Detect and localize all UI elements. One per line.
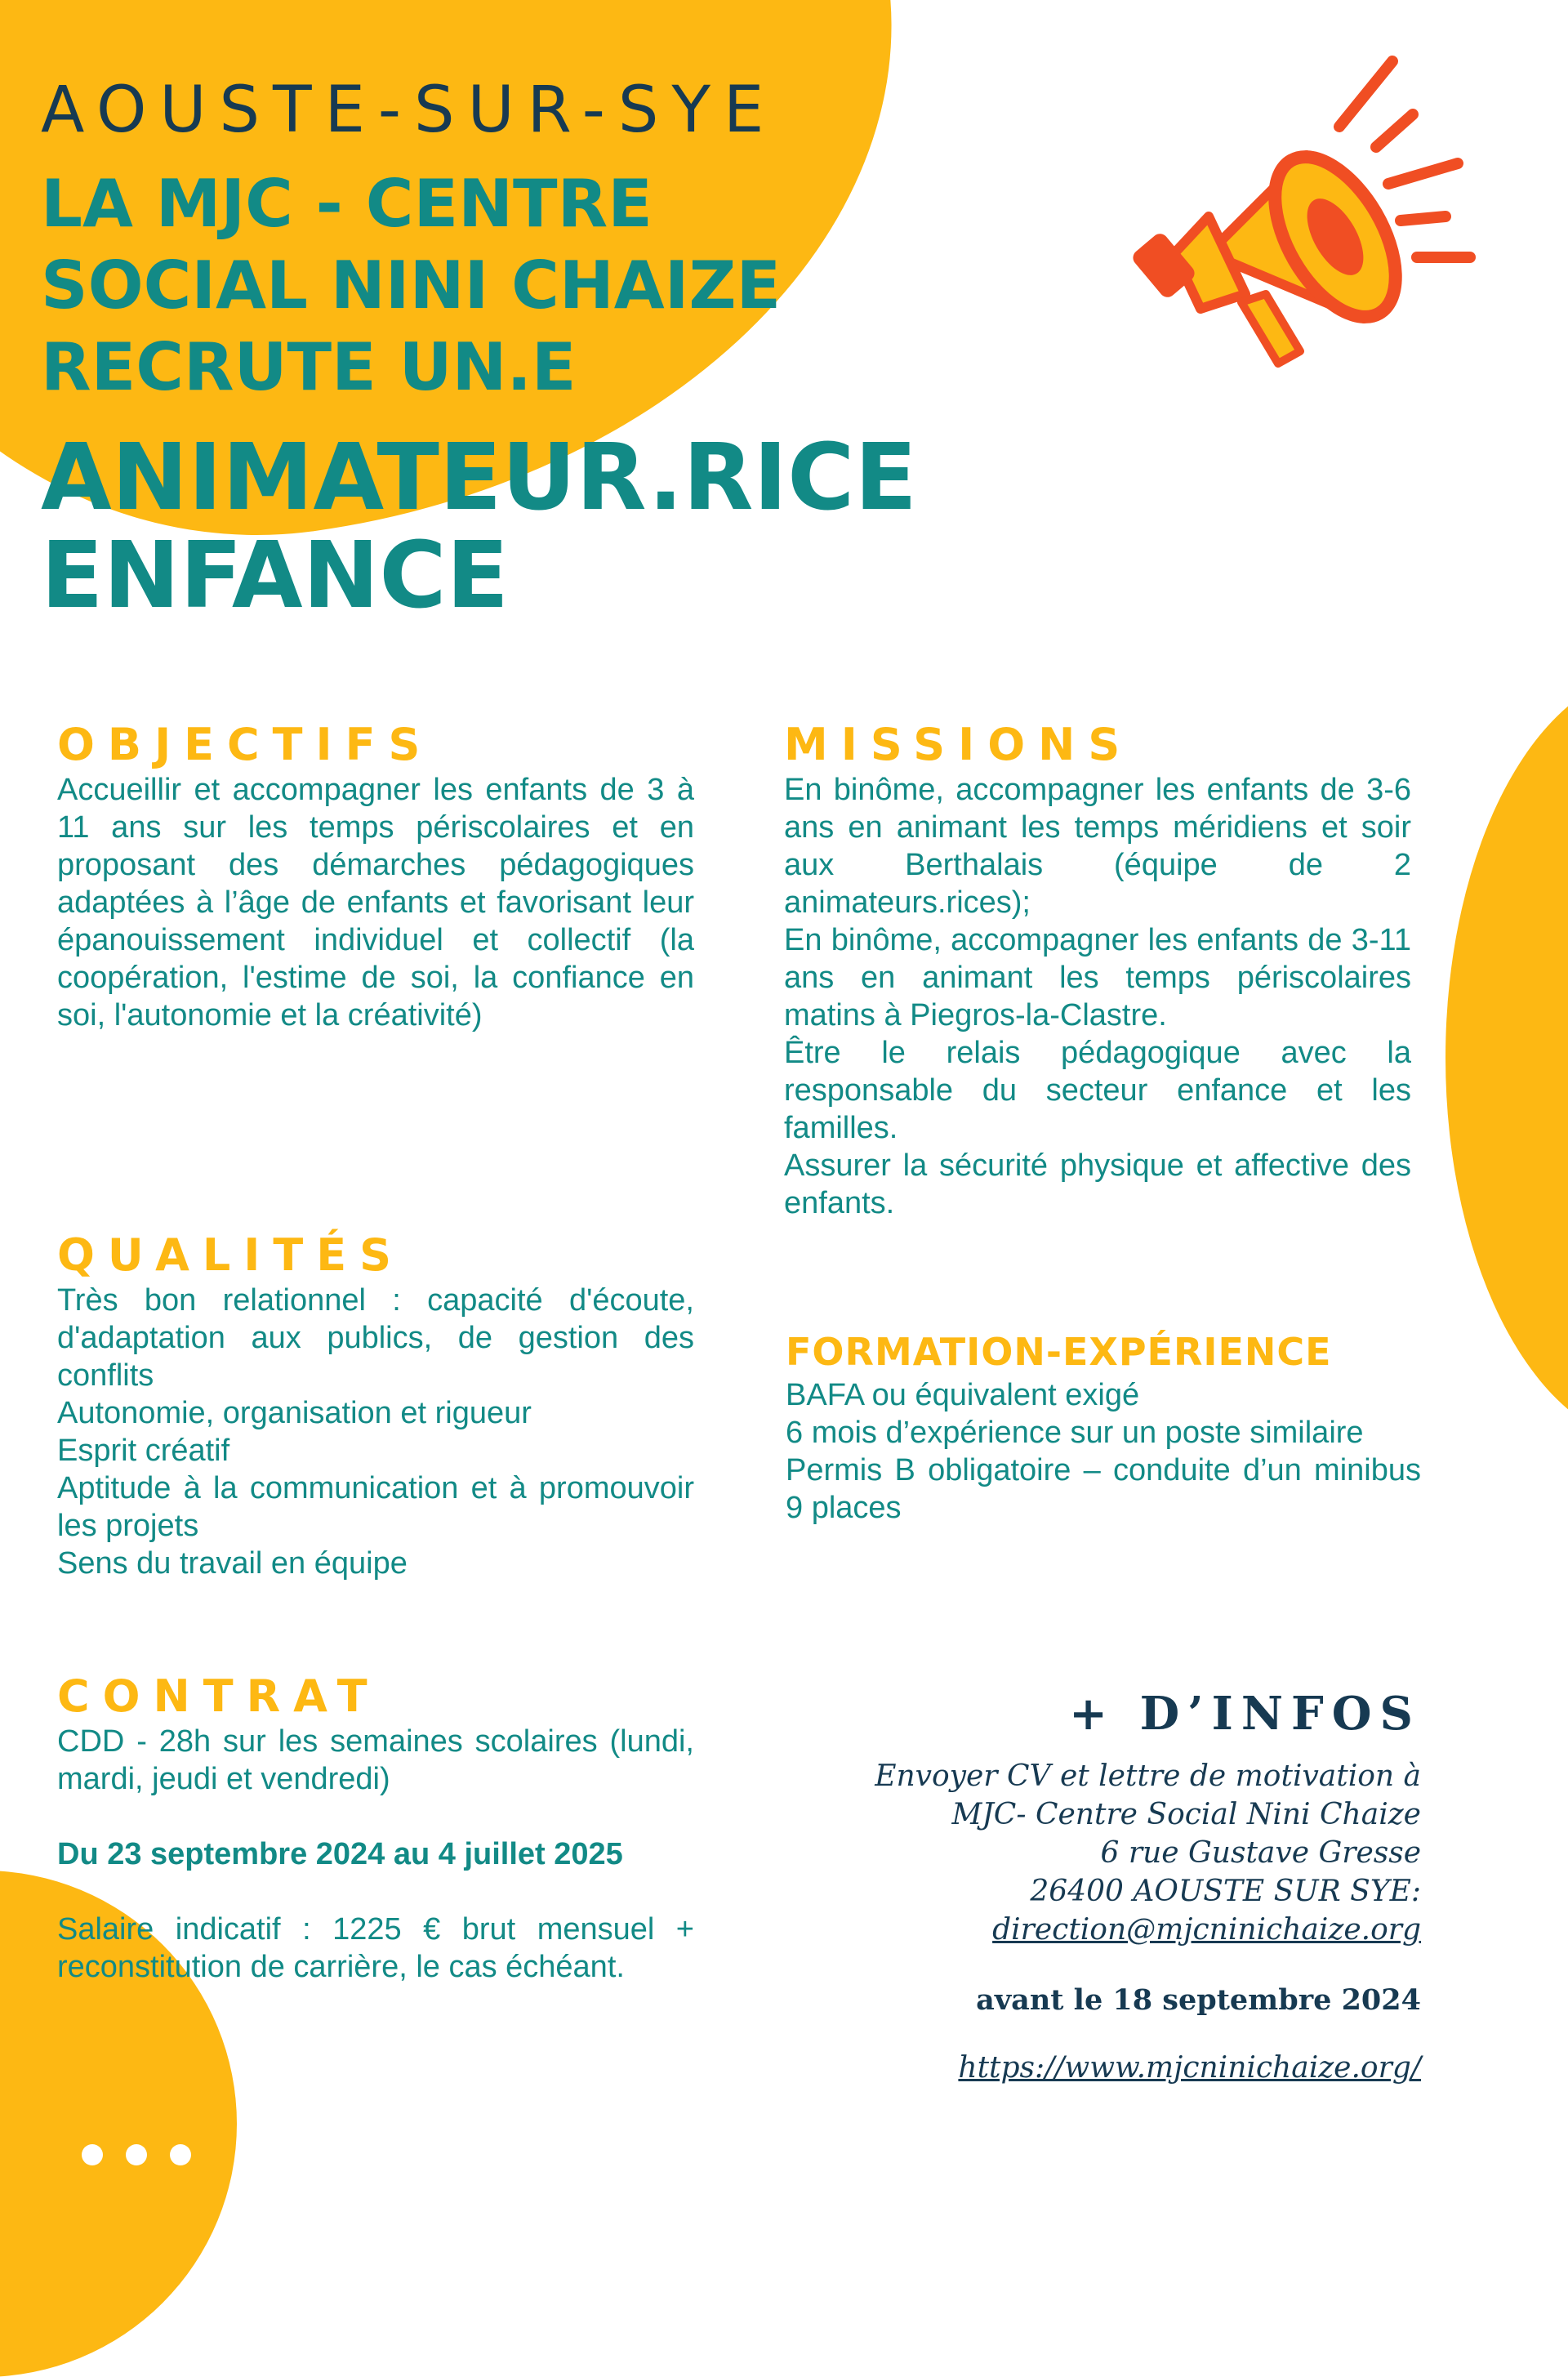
formation-item: Permis B obligatoire – conduite d’un minibus 9 places — [786, 1453, 1421, 1525]
qualite-item: Autonomie, organisation et rigueur — [57, 1396, 532, 1430]
mission-item: Être le relais pédagogique avec la responsable du secteur enfance et les familles. — [784, 1036, 1411, 1145]
contrat-title: CONTRAT — [57, 1670, 381, 1722]
formation-section — [786, 1327, 1421, 1527]
dot — [170, 2144, 191, 2165]
email-link[interactable]: direction@mjcninichaize.org — [992, 1913, 1421, 1947]
qualites-title: QUALITÉS — [57, 1229, 404, 1281]
infos-title: + D’INFOS — [1069, 1687, 1421, 1741]
job-title — [41, 425, 1119, 629]
contact-address — [751, 1757, 1421, 1949]
objectifs-section — [57, 719, 694, 1034]
missions-title: MISSIONS — [784, 719, 1134, 770]
headline — [41, 163, 1021, 408]
address-line: 26400 AOUSTE SUR SYE: — [1030, 1875, 1421, 1908]
qualite-item: Aptitude à la communication et à promouvoir les projets — [57, 1471, 694, 1543]
address-line: 6 rue Gustave Gresse — [1100, 1836, 1421, 1870]
missions-list — [784, 771, 1411, 1222]
background-blob-right — [1446, 670, 1568, 1446]
formation-item: 6 mois d’expérience sur un poste similaire — [786, 1416, 1364, 1450]
application-deadline: avant le 18 septembre 2024 — [976, 1983, 1421, 2017]
mission-item: Assurer la sécurité physique et affective des enfants. — [784, 1148, 1411, 1220]
dot — [126, 2144, 147, 2165]
contrat-salary: Salaire indicatif : 1225 € brut mensuel + reconstitution de carrière, le cas échéant. — [57, 1912, 694, 1984]
objectifs-text: Accueillir et accompagner les enfants de 3 à 11 ans sur les temps périscolaires et en proposant des démarches pédagogiques adaptées à l’âge de enfants et favorisant leur épanouissement individuel et collectif (la coopération, l'estime de soi, la confiance en soi, l'autonomie et la créativité) — [57, 773, 694, 1032]
headline-line: RECRUTE UN.E — [41, 329, 577, 405]
headline-line: LA MJC - CENTRE — [41, 166, 653, 242]
objectifs-title: OBJECTIFS — [57, 719, 434, 770]
job-title-line: ENFANCE — [41, 523, 510, 629]
mission-item: En binôme, accompagner les enfants de 3-11 ans en animant les temps périscolaires matins à Piegros-la-Clastre. — [784, 923, 1411, 1032]
qualite-item: Très bon relationnel : capacité d'écoute, d'adaptation aux publics, de gestion des conflits — [57, 1283, 694, 1393]
formation-list — [786, 1376, 1421, 1527]
contrat-dates: Du 23 septembre 2024 au 4 juillet 2025 — [57, 1837, 623, 1871]
contrat-line: CDD - 28h sur les semaines scolaires (lundi, mardi, jeudi et vendredi) — [57, 1724, 694, 1796]
website-link[interactable]: https://www.mjcninichaize.org/ — [958, 2051, 1421, 2085]
headline-line: SOCIAL NINI CHAIZE — [41, 248, 782, 323]
job-title-line: ANIMATEUR.RICE — [41, 425, 917, 531]
contrat-text — [57, 1723, 694, 1986]
megaphone-icon — [1086, 49, 1478, 417]
town-name: AOUSTE-SUR-SYE — [41, 74, 777, 147]
contrat-section — [57, 1670, 694, 1986]
qualites-list — [57, 1282, 694, 1582]
address-line: Envoyer CV et lettre de motivation à — [875, 1759, 1421, 1793]
mission-item: En binôme, accompagner les enfants de 3-6 ans en animant les temps méridiens et soir aux Berthalais (équipe de 2 animateurs.rices); — [784, 773, 1411, 920]
formation-item: BAFA ou équivalent exigé — [786, 1378, 1140, 1412]
infos-section — [751, 1687, 1421, 2085]
formation-title: FORMATION-EXPÉRIENCE — [786, 1330, 1332, 1374]
qualites-section — [57, 1229, 694, 1582]
decorative-dots — [82, 2144, 191, 2165]
missions-section — [784, 719, 1411, 1222]
address-line: MJC- Centre Social Nini Chaize — [951, 1798, 1421, 1831]
qualite-item: Esprit créatif — [57, 1434, 230, 1468]
qualite-item: Sens du travail en équipe — [57, 1546, 408, 1581]
dot — [82, 2144, 103, 2165]
